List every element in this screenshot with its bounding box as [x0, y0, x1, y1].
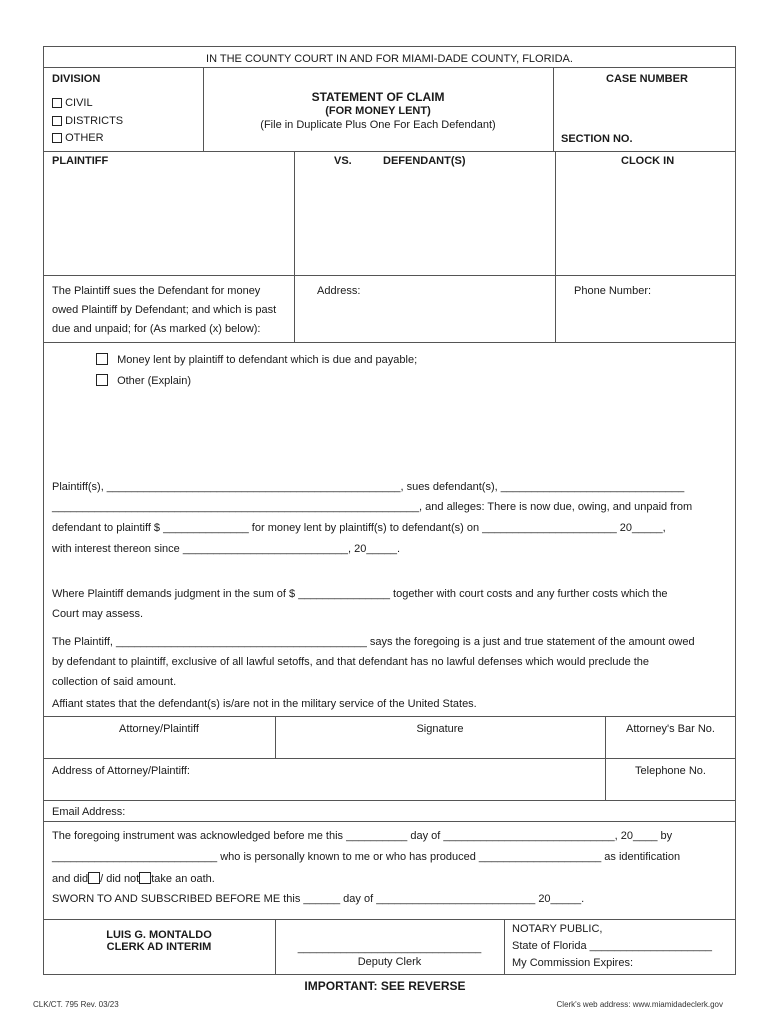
- divider: [43, 758, 736, 759]
- body-p1-line1: Plaintiff(s), ________________________________________________, sues defendant(s), ______________________________: [52, 481, 685, 493]
- clerk-website: Clerk's web address: www.miamidadeclerk.gov: [556, 1000, 723, 1009]
- divider: [43, 275, 736, 276]
- division-option-civil[interactable]: [52, 97, 93, 110]
- deputy-clerk-label: Deputy Clerk: [357, 956, 422, 968]
- notary-public-label: NOTARY PUBLIC,: [512, 923, 603, 935]
- claim-instruction: (File in Duplicate Plus One For Each Defendant): [260, 119, 496, 131]
- sues-text-line3: due and unpaid; for (As marked (x) below):: [52, 323, 261, 335]
- divider: [43, 716, 736, 717]
- body-p3-line2: by defendant to plaintiff, exclusive of all lawful setoffs, and that defendant has no lawful defenses which would preclude the: [52, 656, 650, 668]
- acknowledged-line1: The foregoing instrument was acknowledged before me this __________ day of ____________________________, 20____ by: [52, 830, 673, 842]
- email-label: Email Address:: [52, 806, 126, 818]
- claim-option-money-lent[interactable]: [96, 353, 417, 367]
- statement-of-claim-form: [43, 46, 736, 975]
- body-p1-line2: ____________________________________________________________, and alleges: There is now due, owing, and unpaid from: [52, 501, 693, 513]
- important-notice: IMPORTANT: SEE REVERSE: [304, 979, 466, 993]
- attorney-plaintiff-label: Attorney/Plaintiff: [119, 723, 199, 735]
- did-not-checkbox[interactable]: [139, 872, 151, 884]
- clerk-name: LUIS G. MONTALDO: [106, 929, 212, 941]
- division-option-districts[interactable]: [52, 115, 123, 128]
- signature-label: Signature: [416, 723, 464, 735]
- body-p1-line4: with interest thereon since ___________________________, 20_____.: [52, 543, 401, 555]
- claim-title: STATEMENT OF CLAIM: [311, 90, 445, 104]
- claim-subtitle: (FOR MONEY LENT): [325, 105, 431, 117]
- did-checkbox[interactable]: [88, 872, 100, 884]
- sues-text-line2: owed Plaintiff by Defendant; and which is past: [52, 304, 277, 316]
- did-not-label: / did not: [100, 873, 140, 885]
- divider: [43, 342, 736, 343]
- divider: [43, 821, 736, 822]
- claim-option-other[interactable]: [96, 374, 191, 388]
- districts-label: DISTRICTS: [65, 115, 124, 127]
- other-explain-label: Other (Explain): [117, 375, 192, 387]
- divider: [43, 67, 736, 68]
- defendant-label: DEFENDANT(S): [383, 155, 466, 167]
- vs-label: VS.: [334, 155, 352, 167]
- deputy-signature-line: ______________________________: [297, 942, 482, 954]
- address-label: Address:: [317, 285, 361, 297]
- divider: [555, 151, 556, 342]
- body-p2-line1: Where Plaintiff demands judgment in the sum of $ _______________ together with court costs and any further costs which the: [52, 588, 668, 600]
- divider: [553, 67, 554, 151]
- civil-checkbox[interactable]: [52, 98, 62, 108]
- phone-label: Phone Number:: [574, 285, 652, 297]
- other-division-checkbox[interactable]: [52, 133, 62, 143]
- divider: [43, 919, 736, 920]
- division-title: DIVISION: [52, 73, 101, 85]
- form-id: CLK/CT. 795 Rev. 03/23: [33, 1000, 119, 1009]
- case-number-label: CASE NUMBER: [606, 73, 688, 85]
- acknowledged-line2: ___________________________ who is personally known to me or who has produced ____________________ as identification: [52, 851, 681, 863]
- court-header: IN THE COUNTY COURT IN AND FOR MIAMI-DADE COUNTY, FLORIDA.: [206, 53, 573, 65]
- body-p1-line3: defendant to plaintiff $ ______________ for money lent by plaintiff(s) to defendant(s) on ______________________ 20_____,: [52, 522, 666, 534]
- oath-line: [52, 872, 215, 886]
- commission-expires-label: My Commission Expires:: [512, 957, 634, 969]
- plaintiff-label: PLAINTIFF: [52, 155, 109, 167]
- address-attorney-label: Address of Attorney/Plaintiff:: [52, 765, 190, 777]
- other-division-label: OTHER: [65, 132, 104, 144]
- civil-label: CIVIL: [65, 97, 93, 109]
- divider: [294, 151, 295, 342]
- section-no-label: SECTION NO.: [561, 133, 633, 145]
- affiant-statement: Affiant states that the defendant(s) is/are not in the military service of the United States.: [52, 698, 477, 710]
- clock-in-label: CLOCK IN: [621, 155, 675, 167]
- did-prefix: and did: [52, 873, 89, 885]
- state-of-florida-label: State of Florida ____________________: [512, 940, 713, 952]
- division-option-other[interactable]: [52, 132, 104, 145]
- bar-no-label: Attorney's Bar No.: [626, 723, 715, 735]
- divider: [43, 800, 736, 801]
- districts-checkbox[interactable]: [52, 116, 62, 126]
- divider: [43, 151, 736, 152]
- other-explain-checkbox[interactable]: [96, 374, 108, 386]
- take-oath-label: take an oath.: [151, 873, 215, 885]
- clerk-title: CLERK AD INTERIM: [106, 941, 212, 953]
- sues-text-line1: The Plaintiff sues the Defendant for money: [52, 285, 261, 297]
- body-p2-line2: Court may assess.: [52, 608, 144, 620]
- money-lent-label: Money lent by plaintiff to defendant which is due and payable;: [117, 354, 418, 366]
- body-p3-line3: collection of said amount.: [52, 676, 177, 688]
- money-lent-checkbox[interactable]: [96, 353, 108, 365]
- telephone-label: Telephone No.: [635, 765, 706, 777]
- sworn-line: SWORN TO AND SUBSCRIBED BEFORE ME this ______ day of __________________________ 20_____.: [52, 893, 585, 905]
- body-p3-line1: The Plaintiff, _________________________________________ says the foregoing is a just and true statement of the amount owed: [52, 636, 695, 648]
- divider: [504, 919, 505, 975]
